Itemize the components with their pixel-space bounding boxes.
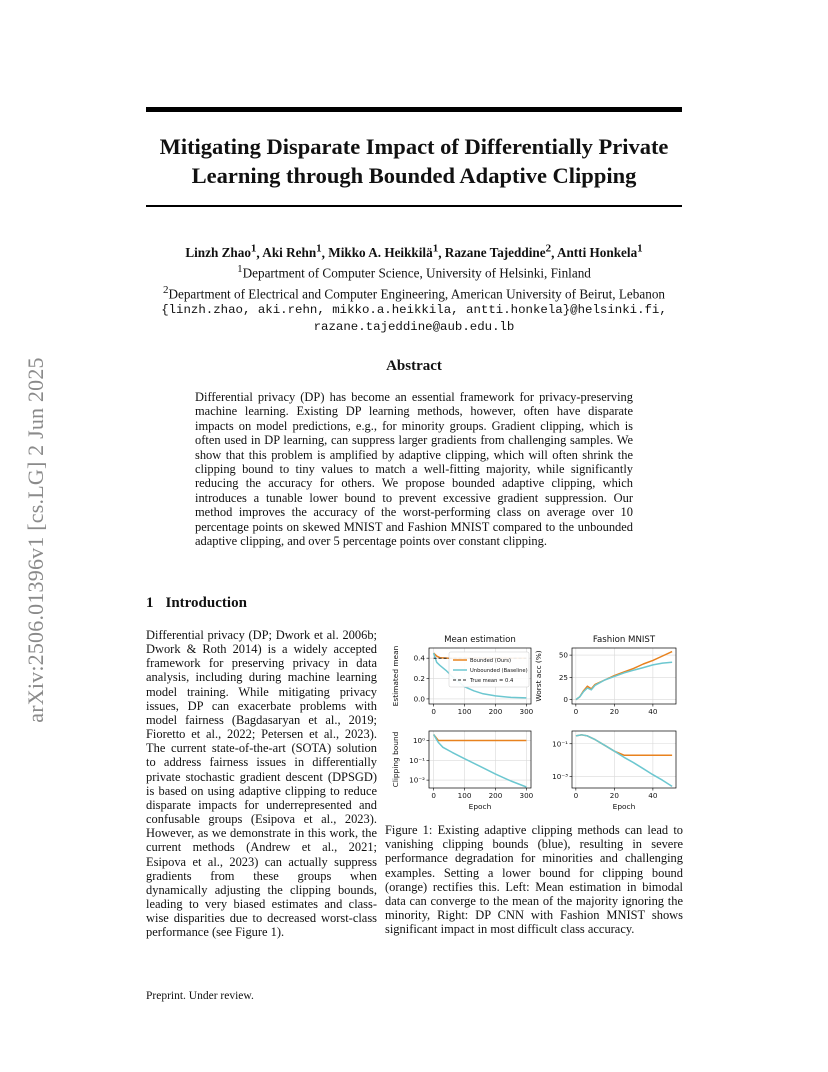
- plot-fashion-mnist-accuracy: [534, 635, 676, 716]
- series-line: [434, 735, 527, 741]
- paper-title: [146, 132, 682, 190]
- abstract-heading: Abstract: [386, 358, 442, 374]
- y-tick-label: 10⁻²: [409, 775, 425, 785]
- legend-label: Bounded (Ours): [470, 658, 511, 664]
- x-tick-label: 100: [457, 791, 472, 800]
- x-tick-label: 300: [519, 707, 534, 716]
- legend-label: True mean = 0.4: [470, 678, 514, 684]
- x-tick-label: 200: [488, 791, 503, 800]
- y-tick-label: 25: [558, 672, 568, 682]
- author: Linzh Zhao$^1$: [185, 243, 257, 261]
- x-tick-label: 0: [431, 791, 436, 800]
- footer-note: Preprint. Under review.: [146, 990, 254, 1002]
- y-tick-label: 10⁰: [412, 735, 425, 745]
- section-title: Introduction: [165, 595, 247, 611]
- y-axis-label: Estimated mean: [391, 645, 400, 707]
- series-line: [576, 735, 672, 787]
- figure-1-caption: Figure 1: Existing adaptive clipping methods can lead to vanishing clipping bounds (blue), resulting in severe performance degradation for minorities and challenging examples. Setting a lower bound for clipping bound (orange) rectifies this. Left: Mean estimation in bimodal data can converge to the mean of the majority ignoring the minority, Right: DP CNN with Fashion MNIST shows significant impact in most difficult class accuracy.: [385, 823, 683, 937]
- author: Aki Rehn$^1$: [262, 243, 322, 261]
- x-tick-label: 100: [457, 707, 472, 716]
- y-tick-label: 0.4: [413, 653, 425, 663]
- x-tick-label: 40: [648, 791, 658, 800]
- series-line: [576, 652, 672, 700]
- series-line: [434, 735, 527, 788]
- x-tick-label: 20: [609, 791, 619, 800]
- top-rule: [146, 107, 682, 112]
- plot-clipping-bound-fashion: [552, 731, 676, 811]
- x-axis-label: Epoch: [612, 802, 636, 811]
- series-line: [576, 662, 672, 699]
- x-tick-label: 0: [573, 707, 579, 716]
- y-tick-label: 50: [558, 650, 568, 660]
- arxiv-identifier: [21, 305, 51, 775]
- y-tick-label: 0: [563, 695, 568, 705]
- y-axis-label: Worst acc (%): [534, 650, 543, 702]
- author-names: Linzh Zhao$^1$, Aki Rehn$^1$, Mikko A. Heikkilä$^1$, Razane Tajeddine$^2$, Antti Honkela$^1$: [185, 243, 643, 261]
- section-number: 1: [146, 595, 154, 611]
- x-tick-label: 0: [431, 707, 436, 716]
- x-tick-label: 0: [573, 791, 579, 800]
- legend-label: Unbounded (Baseline): [470, 668, 528, 674]
- plot-mean-estimation: [391, 635, 534, 716]
- plot-clipping-bound-mean: [391, 731, 534, 811]
- section-heading-introduction: [146, 595, 247, 612]
- title-rule: [146, 205, 682, 207]
- figure-1: [380, 628, 690, 820]
- introduction-paragraph: Differential privacy (DP; Dwork et al. 2006b; Dwork & Roth 2014) is a widely accepted framework for preserving privacy in data analysis, including during machine learning model training. While mitigating privacy issues, DP can exacerbate problems with model fairness (Bagdasaryan et al., 2019; Fioretto et al., 2022; Petersen et al., 2023). The current state-of-the-art (SOTA) solution to address fairness issues in differentially private stochastic gradient descent (DPSGD) is based on using adaptive clipping to reduce disparate impacts for underrepresented and confusable groups (Esipova et al., 2023). However, as we demonstrate in this work, the current methods (Andrew et al., 2021; Esipova et al., 2023) can actually suppress gradients from these groups when dynamically adjusting the clipping bounds, leading to very biased estimates and class-wise disparities due to decreased worst-class performance (see Figure 1).: [146, 628, 377, 940]
- author: Razane Tajeddine$^2$: [444, 243, 552, 261]
- author: Mikko A. Heikkilä$^1$: [328, 243, 439, 261]
- x-axis-label: Epoch: [468, 802, 492, 811]
- abstract-text: Differential privacy (DP) has become an essential framework for privacy-preserving machine learning. Existing DP learning methods, however, often have disparate impacts on model predictions, e.g., for minority groups. Gradient clipping, which is often used in DP learning, can suppress larger gradients from challenging samples. We show that this problem is amplified by adaptive clipping, which will often shrink the clipping bound to tiny values to match a well-fitting majority, while significantly reducing the accuracy for others. We propose bounded adaptive clipping, which introduces a tunable lower bound to prevent excessive gradient suppression. Our method improves the accuracy of the worst-performing class on average over 10 percentage points on skewed MNIST and Fashion MNIST compared to the unbounded adaptive clipping, and over 5 percentage points over constant clipping.: [195, 390, 633, 549]
- x-tick-label: 40: [648, 707, 658, 716]
- plot-title: Mean estimation: [444, 635, 516, 645]
- x-tick-label: 200: [488, 707, 503, 716]
- emails-line-1: {linzh.zhao, aki.rehn, mikko.a.heikkila, antti.honkela}@helsinki.fi,: [161, 303, 667, 318]
- y-axis-label: Clipping bound: [391, 731, 400, 788]
- affiliation-2: $^2$Department of Electrical and Computer Engineering, American University of Beirut, Lebanon: [162, 283, 666, 302]
- y-tick-label: 0.0: [413, 694, 425, 704]
- title-line-1: Mitigating Disparate Impact of Differentially Private: [159, 134, 669, 159]
- x-tick-label: 20: [609, 707, 619, 716]
- x-tick-label: 300: [519, 791, 534, 800]
- y-tick-label: 10⁻³: [552, 772, 568, 782]
- plot-frame: [429, 731, 531, 788]
- author: Antti Honkela$^1$: [556, 243, 643, 261]
- y-tick-label: 10⁻¹: [409, 755, 425, 765]
- title-line-2: Learning through Bounded Adaptive Clipping: [191, 163, 637, 188]
- y-tick-label: 10⁻¹: [552, 739, 568, 749]
- plot-title: Fashion MNIST: [592, 635, 656, 645]
- y-tick-label: 0.2: [413, 674, 425, 684]
- arxiv-identifier-text: arXiv:2506.01396v1 [cs.LG] 2 Jun 2025: [23, 357, 48, 723]
- author-block: [120, 241, 708, 336]
- affiliation-1: $^1$Department of Computer Science, University of Helsinki, Finland: [237, 263, 591, 281]
- emails-line-2: razane.tajeddine@aub.edu.lb: [313, 320, 515, 335]
